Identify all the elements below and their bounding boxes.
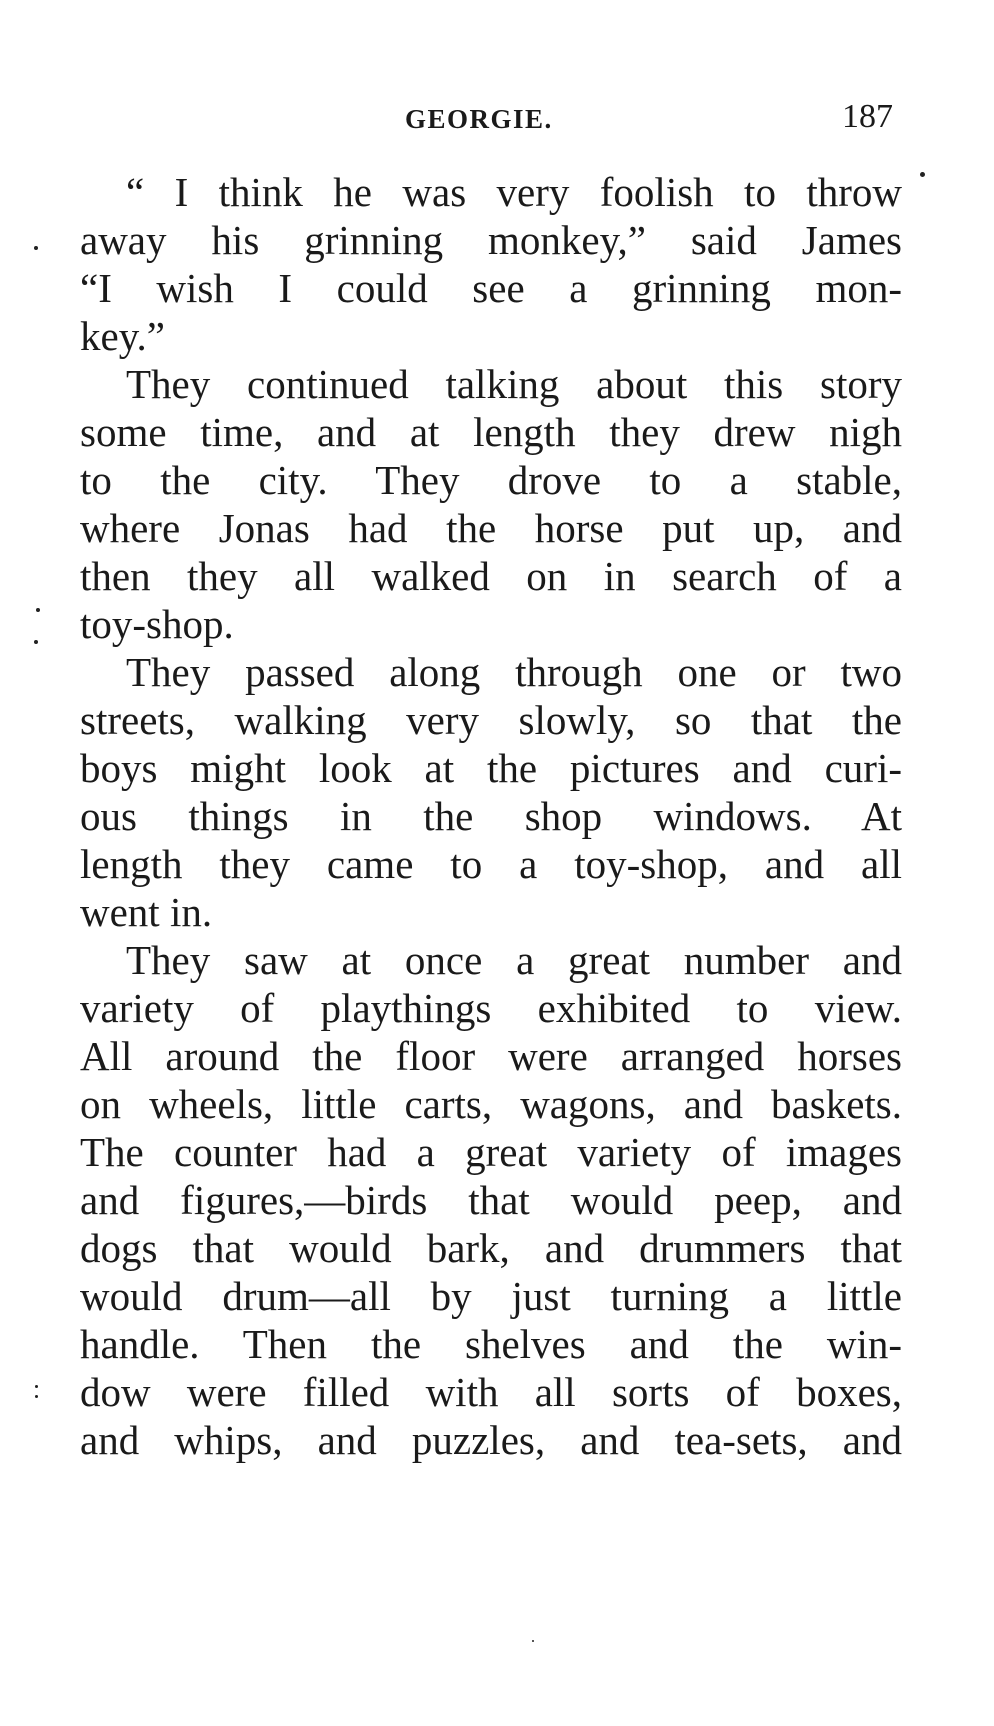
text-line: dogs that would bark, and drummers that	[80, 1225, 902, 1271]
text-line: where Jonas had the horse put up, and	[80, 505, 902, 551]
running-title: GEORGIE.	[405, 104, 553, 134]
page-number: 187	[842, 98, 893, 135]
scan-speck	[35, 1385, 38, 1388]
text-line: some time, and at length they drew nigh	[80, 409, 902, 455]
text-line: and figures,—birds that would peep, and	[80, 1177, 902, 1223]
text-line: went in.	[80, 889, 213, 935]
text-line: on wheels, little carts, wagons, and baskets.	[80, 1081, 902, 1127]
text-line: streets, walking very slowly, so that the	[80, 697, 902, 743]
scan-speck	[34, 246, 38, 250]
text-line: handle. Then the shelves and the win-	[80, 1321, 902, 1367]
scan-speck	[532, 1640, 534, 1642]
text-line: They continued talking about this story	[126, 361, 902, 407]
text-line: dow were filled with all sorts of boxes,	[80, 1369, 902, 1415]
text-line: The counter had a great variety of images	[80, 1129, 902, 1175]
scan-speck	[920, 172, 925, 177]
text-line: boys might look at the pictures and curi-	[80, 745, 902, 791]
text-line: key.”	[80, 313, 165, 359]
text-line: ous things in the shop windows. At	[80, 793, 902, 839]
text-line: All around the floor were arranged horses	[80, 1033, 902, 1079]
scan-speck	[34, 640, 38, 644]
text-line: “I wish I could see a grinning mon-	[80, 265, 902, 311]
text-line: length they came to a toy-shop, and all	[80, 841, 902, 887]
text-line: variety of playthings exhibited to view.	[80, 985, 902, 1031]
text-line: “ I think he was very foolish to throw	[126, 169, 902, 215]
scan-speck	[36, 608, 40, 612]
scan-speck	[35, 1395, 38, 1398]
text-line: would drum—all by just turning a little	[80, 1273, 902, 1319]
text-line: toy-shop.	[80, 601, 234, 647]
text-line: They saw at once a great number and	[126, 937, 902, 983]
text-line: away his grinning monkey,” said James	[80, 217, 902, 263]
text-line: and whips, and puzzles, and tea-sets, and	[80, 1417, 902, 1463]
text-line: to the city. They drove to a stable,	[80, 457, 902, 503]
text-line: They passed along through one or two	[126, 649, 902, 695]
text-line: then they all walked on in search of a	[80, 553, 902, 599]
